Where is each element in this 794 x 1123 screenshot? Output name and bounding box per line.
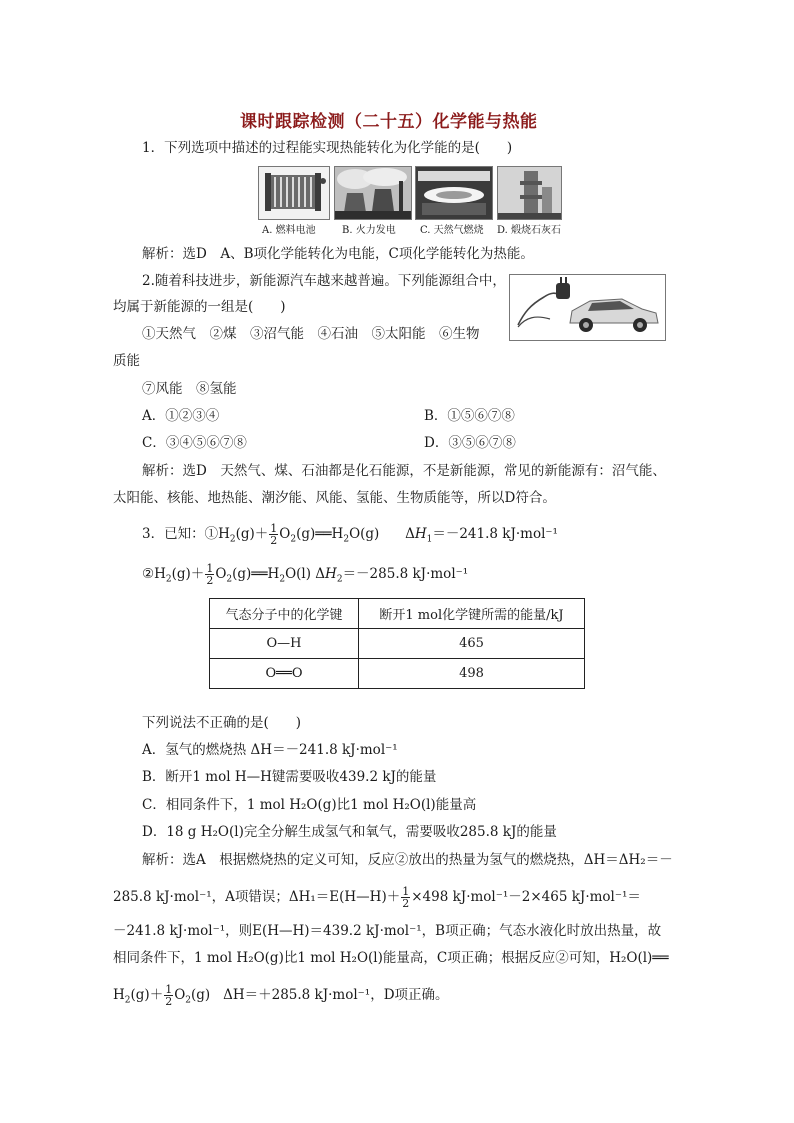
caption-c: C. 天然气燃烧 bbox=[420, 225, 484, 236]
q2-stem-line2: 均属于新能源的一组是( ) bbox=[113, 299, 286, 315]
caption-a: A. 燃料电池 bbox=[262, 225, 316, 236]
fraction-half: $\frac{1}{2}$ bbox=[270, 522, 278, 547]
q2-answer-line1: 解析：选D 天然气、煤、石油都是化石能源，不是新能源，常见的新能源有：沼气能、 bbox=[142, 463, 666, 479]
q1-answer: 解析：选D A、B项化学能转化为电能，C项化学能转化为热能。 bbox=[142, 246, 534, 262]
q2-option-c: C．③④⑤⑥⑦⑧ bbox=[142, 435, 247, 451]
fraction-half-4: $\frac{1}{2}$ bbox=[165, 983, 173, 1008]
table-row bbox=[210, 659, 585, 689]
q2-option-d: D．③⑤⑥⑦⑧ bbox=[424, 435, 516, 451]
q3-option-b: B．断开1 mol H—H键需要吸收439.2 kJ的能量 bbox=[142, 769, 437, 785]
q3-answer-line2a: 285.8 kJ·mol⁻¹，A项错误；ΔH₁＝E(H—H)＋ bbox=[113, 889, 401, 905]
q3-answer-line4: 相同条件下，1 mol H₂O(g)比1 mol H₂O(l)能量高，C项正确；根据反应②可知，H₂O(l)══ bbox=[113, 950, 669, 966]
q3-answer-line1: 解析：选A 根据燃烧热的定义可知，反应②放出的热量为氢气的燃烧热，ΔH＝ΔH₂＝－ bbox=[142, 852, 673, 868]
caption-d: D. 煅烧石灰石 bbox=[497, 225, 562, 236]
q3-answer-line2 bbox=[113, 886, 641, 909]
bond-energy-table bbox=[209, 598, 585, 689]
q3-eq2-value: ＝－285.8 kJ·mol⁻¹ bbox=[342, 566, 469, 582]
limestone-kiln-image bbox=[497, 166, 562, 220]
table-header-cell: 气态分子中的化学键 bbox=[210, 599, 359, 629]
delta-symbol: Δ bbox=[405, 526, 415, 542]
q3-ask: 下列说法不正确的是( ) bbox=[142, 715, 302, 731]
q3-equation-2: $②H_2(g)+$ $\frac{1}{2}$ $O_2(g)══H_2O(l)$ $\Delta H_2=-285.8$ kJ·mol⁻¹ bbox=[142, 562, 469, 587]
q2-option-a: A．①②③④ bbox=[142, 408, 220, 424]
fraction-half-2: $\frac{1}{2}$ bbox=[206, 562, 214, 587]
q3-answer-line3: －241.8 kJ·mol⁻¹，则E(H—H)＝439.2 kJ·mol⁻¹，B项正确；气态水液化时放出热量，故 bbox=[113, 923, 662, 939]
q3-option-d: D．18 g H₂O(l)完全分解生成氢气和氧气，需要吸收285.8 kJ的能量 bbox=[142, 824, 557, 840]
q2-stem-line1: 2.随着科技进步，新能源汽车越来越普遍。下列能源组合中， bbox=[142, 273, 506, 289]
page-title: 课时跟踪检测（二十五）化学能与热能 bbox=[240, 112, 538, 132]
q3-option-c: C．相同条件下，1 mol H₂O(g)比1 mol H₂O(l)能量高 bbox=[142, 797, 477, 813]
q2-option-b: B．①⑤⑥⑦⑧ bbox=[424, 408, 515, 424]
table-cell: O—H bbox=[210, 629, 359, 659]
q2-items-line1: ①天然气 ②煤 ③沼气能 ④石油 ⑤太阳能 ⑥生物 bbox=[142, 326, 480, 342]
electric-car-image bbox=[509, 274, 666, 341]
power-plant-image bbox=[334, 166, 412, 220]
q3-answer-line5b: ΔH＝＋285.8 kJ·mol⁻¹，D项正确。 bbox=[223, 987, 449, 1003]
q2-items-line1b: 质能 bbox=[113, 353, 140, 369]
q2-answer-line2: 太阳能、核能、地热能、潮汐能、风能、氢能、生物质能等，所以D符合。 bbox=[113, 490, 556, 506]
table-cell: 465 bbox=[359, 629, 585, 659]
table-header-row bbox=[210, 599, 585, 629]
table-header-cell: 断开1 mol化学键所需的能量/kJ bbox=[359, 599, 585, 629]
q2-items-line2: ⑦风能 ⑧氢能 bbox=[142, 381, 237, 397]
table-row bbox=[210, 629, 585, 659]
fuel-cell-image bbox=[258, 166, 330, 220]
q3-eq1-label: 3．已知：① bbox=[142, 526, 219, 542]
q3-answer-line5: $H_2(g)+$ $\frac{1}{2}$ $O_2(g)$ ΔH＝＋285.8 kJ·mol⁻¹，D项正确。 bbox=[113, 983, 449, 1008]
q3-eq2-label: ② bbox=[142, 566, 155, 582]
gas-burning-image bbox=[415, 166, 493, 220]
caption-b: B. 火力发电 bbox=[342, 225, 396, 236]
q3-eq1-value: ＝－241.8 kJ·mol⁻¹ bbox=[432, 526, 558, 542]
table-cell: 498 bbox=[359, 659, 585, 689]
q3-answer-line2b: ×498 kJ·mol⁻¹－2×465 kJ·mol⁻¹＝ bbox=[411, 889, 641, 905]
q3-option-a: A．氢气的燃烧热 ΔH＝－241.8 kJ·mol⁻¹ bbox=[142, 742, 398, 758]
q1-stem: 1．下列选项中描述的过程能实现热能转化为化学能的是( ) bbox=[142, 140, 513, 156]
table-cell: O══O bbox=[210, 659, 359, 689]
fraction-half-3: $\frac{1}{2}$ bbox=[402, 885, 410, 910]
q3-equation-1: 3．已知：$①H_2(g)+$ $\frac{1}{2}$ $O_2(g)══H_2O(g)$ $\Delta H_1=-241.8$ kJ·mol⁻¹ bbox=[142, 522, 558, 547]
